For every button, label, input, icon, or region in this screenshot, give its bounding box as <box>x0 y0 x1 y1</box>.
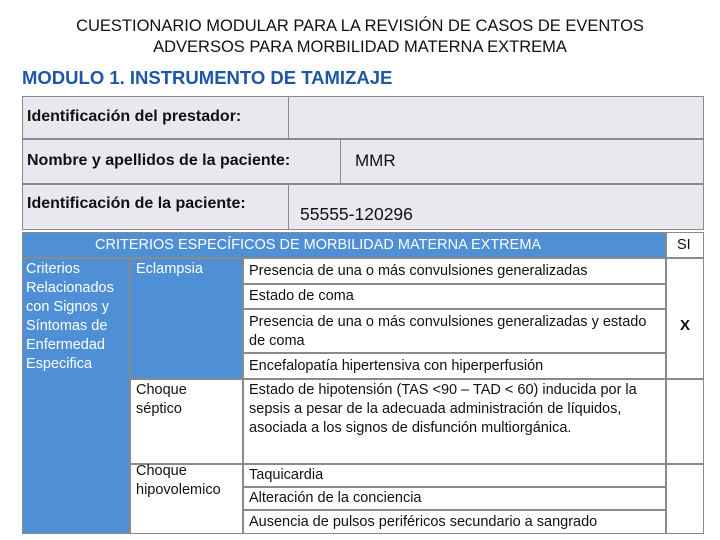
title-line-2: ADVERSOS PARA MORBILIDAD MATERNA EXTREMA <box>153 38 567 56</box>
patient-id-value: 55555-120296 <box>300 204 413 224</box>
criterion-text: Estado de hipotensión (TAS <90 – TAD < 60) inducida por la sepsis a pesar de la adecuada administración de líquidos, asociada a los signos de disfunción multiorgánica. <box>249 382 637 436</box>
group-label-cell <box>22 258 130 534</box>
criterion-row <box>243 309 666 353</box>
mark-cell-hypovolemic-shock[interactable] <box>666 464 704 534</box>
criterion-row <box>243 258 666 284</box>
criterion-row <box>243 487 666 510</box>
patient-id-label: Identificación de la paciente: <box>27 195 246 212</box>
criterion-row <box>243 284 666 309</box>
title-line-1: CUESTIONARIO MODULAR PARA LA REVISIÓN DE CASOS DE EVENTOS <box>76 17 644 35</box>
mark-value: X <box>679 317 690 334</box>
mark-cell-septic-shock[interactable] <box>666 379 704 464</box>
criterion-text: Presencia de una o más convulsiones generalizadas y estado de coma <box>249 314 647 349</box>
document-title <box>0 16 720 58</box>
criterion-text: Presencia de una o más convulsiones generalizadas <box>249 263 588 279</box>
criterion-text: Encefalopatía hipertensiva con hiperperfusión <box>249 358 544 374</box>
criterion-row <box>243 379 666 464</box>
criterion-text: Estado de coma <box>249 288 354 304</box>
yes-header: SI <box>677 237 691 253</box>
yes-header-cell <box>666 232 704 258</box>
module-heading: MODULO 1. INSTRUMENTO DE TAMIZAJE <box>22 67 393 88</box>
mark-cell-eclampsia[interactable] <box>666 258 704 379</box>
condition-cell-septic-shock <box>130 379 243 464</box>
patient-name-value: MMR <box>355 151 396 170</box>
criterion-row <box>243 464 666 487</box>
provider-value-field[interactable] <box>288 96 704 139</box>
patient-name-label: Nombre y apellidos de la paciente: <box>27 152 291 169</box>
condition-name: Choque séptico <box>136 382 187 417</box>
criterion-row <box>243 510 666 534</box>
condition-name: Choque hipovolemico <box>136 463 221 498</box>
criterion-text: Ausencia de pulsos periféricos secundario a sangrado <box>249 514 598 530</box>
condition-name: Eclampsia <box>136 261 203 277</box>
criterion-text: Alteración de la conciencia <box>249 490 422 506</box>
criterion-text: Taquicardia <box>249 467 324 483</box>
provider-label: Identificación del prestador: <box>27 108 242 125</box>
condition-cell-eclampsia <box>130 258 243 379</box>
criterion-row <box>243 353 666 379</box>
group-label: Criterios Relacionados con Signos y Síntomas de Enfermedad Especifica <box>26 261 114 372</box>
criteria-header-cell <box>22 232 666 258</box>
criteria-header: CRITERIOS ESPECÍFICOS DE MORBILIDAD MATERNA EXTREMA <box>95 237 542 253</box>
condition-cell-hypovolemic-shock <box>130 464 243 534</box>
criteria-table <box>22 232 704 534</box>
